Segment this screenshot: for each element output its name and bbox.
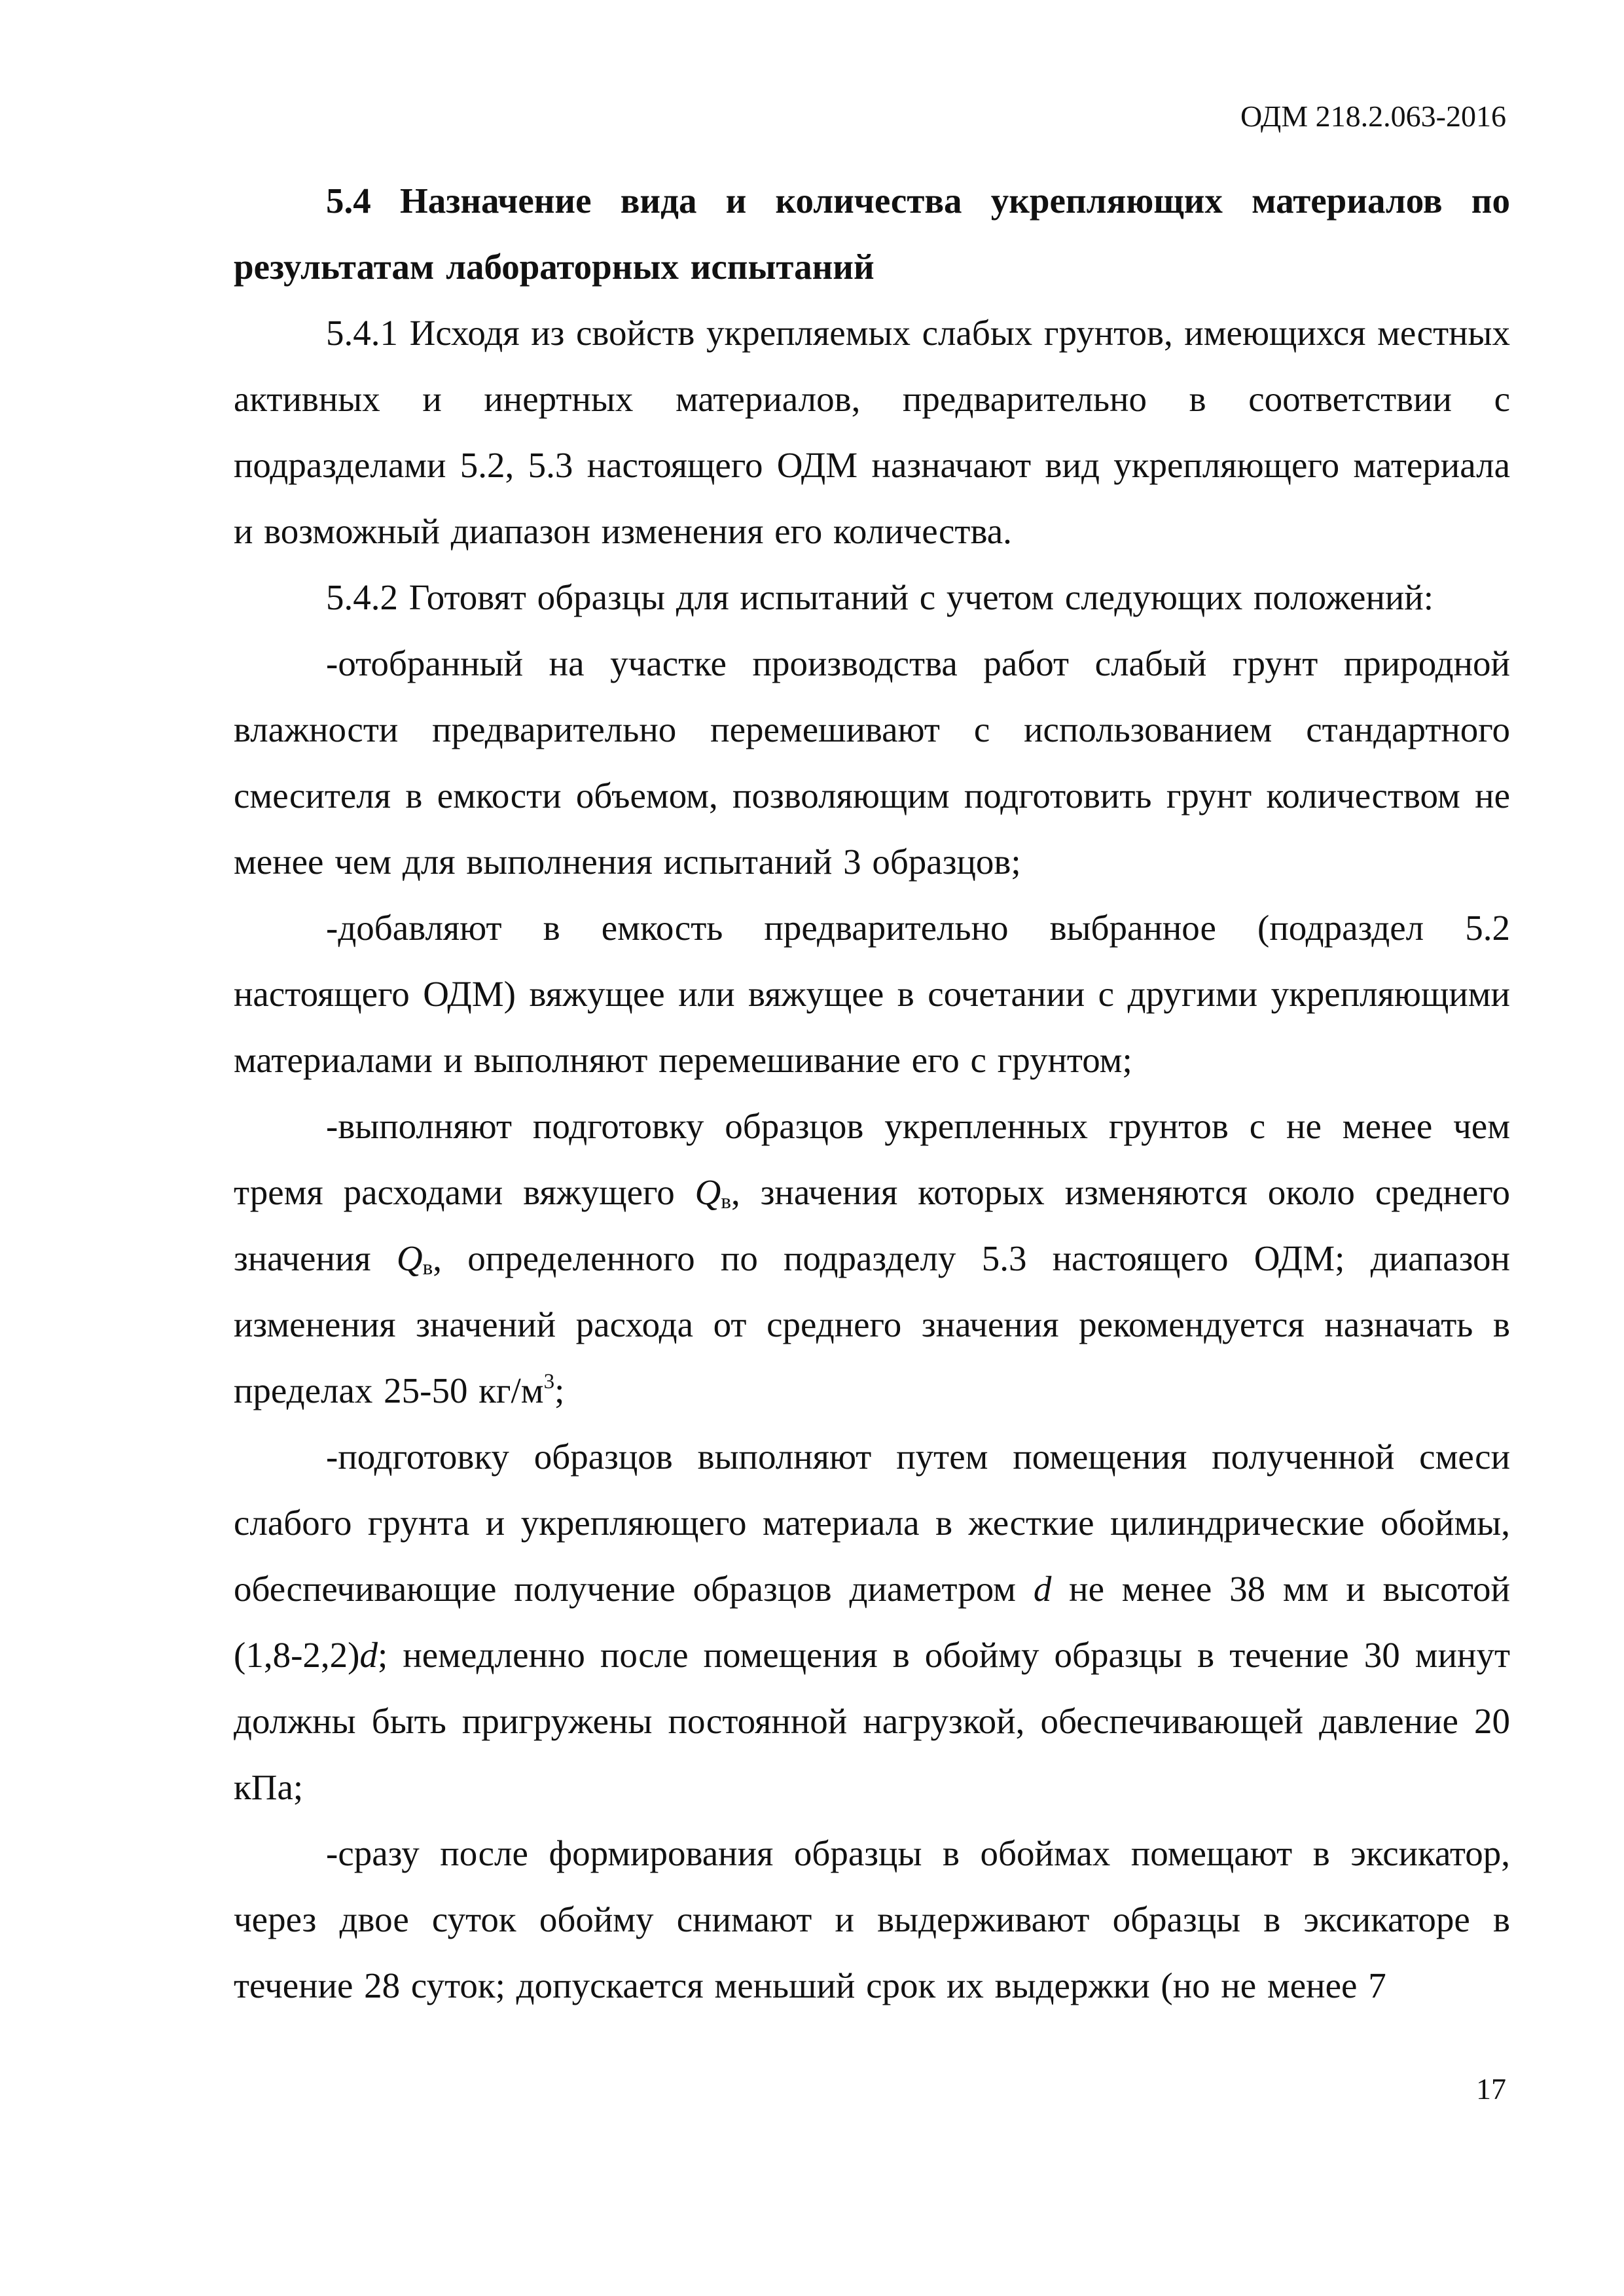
binder-rate-symbol: Q [396, 1238, 423, 1278]
binder-rate-subscript: в [422, 1256, 433, 1280]
unit-superscript: 3 [543, 1370, 555, 1393]
diameter-symbol: d [1033, 1569, 1052, 1609]
binder-rate-subscript: в [721, 1190, 731, 1213]
list-item-sample-preparation [234, 1093, 1510, 1424]
document-code: ОДМ 218.2.063-2016 [1240, 99, 1506, 133]
page-body [234, 168, 1510, 2018]
text-run: -выполняют подготовку образцов укрепленных грунтов с не менее чем тремя расходами вяжущего [234, 1106, 1510, 1212]
text-run: ; [554, 1371, 565, 1410]
diameter-symbol: d [359, 1635, 378, 1675]
text-run: ; немедленно после помещения в обойму образцы в течение 30 минут должны быть пригружены постоянной нагрузкой, обеспечивающей давление 20 кПа; [234, 1635, 1510, 1807]
list-item-binder-adding: -добавляют в емкость предварительно выбранное (подраздел 5.2 настоящего ОДМ) вяжущее или вяжущее в сочетании с другими укрепляющими материалами и выполняют перемешивание его с грунтом; [234, 908, 1510, 1080]
text-run: не менее 38 мм и высотой (1,8-2,2) [234, 1569, 1510, 1675]
text-run: , определенного по подразделу 5.3 настоящего ОДМ; диапазон изменения значений расхода от среднего значения рекомендуется назначать в пределах 25-50 кг/м [234, 1238, 1510, 1410]
list-item-sample-forming [234, 1424, 1510, 1820]
text-run: -подготовку образцов выполняют путем помещения полученной смеси слабого грунта и укрепляющего материала в жесткие цилиндрические обоймы, обеспечивающие получение образцов диаметром [234, 1437, 1510, 1609]
list-item-sample-curing: -сразу после формирования образцы в обоймах помещают в эксикатор, через двое суток обойму снимают и выдерживают образцы в эксикаторе в течение 28 суток; допускается меньший срок их выдержки (но не менее 7 [234, 1833, 1510, 2005]
section-heading: 5.4 Назначение вида и количества укрепляющих материалов по результатам лабораторных испытаний [234, 181, 1510, 287]
paragraph-5-4-1: 5.4.1 Исходя из свойств укрепляемых слабых грунтов, имеющихся местных активных и инертных материалов, предварительно в соответствии с подразделами 5.2, 5.3 настоящего ОДМ назначают вид укрепляющего материала и возможный диапазон изменения его количества. [234, 313, 1510, 551]
list-item-soil-mixing: -отобранный на участке производства работ слабый грунт природной влажности предварительно перемешивают с использованием стандартного смесителя в емкости объемом, позволяющим подготовить грунт количеством не менее чем для выполнения испытаний 3 образцов; [234, 643, 1510, 882]
text-run: , значения которых изменяются около среднего значения [234, 1172, 1510, 1278]
paragraph-5-4-2: 5.4.2 Готовят образцы для испытаний с учетом следующих положений: [326, 577, 1434, 617]
page-number: 17 [1476, 2072, 1506, 2106]
binder-rate-symbol: Q [695, 1172, 721, 1212]
